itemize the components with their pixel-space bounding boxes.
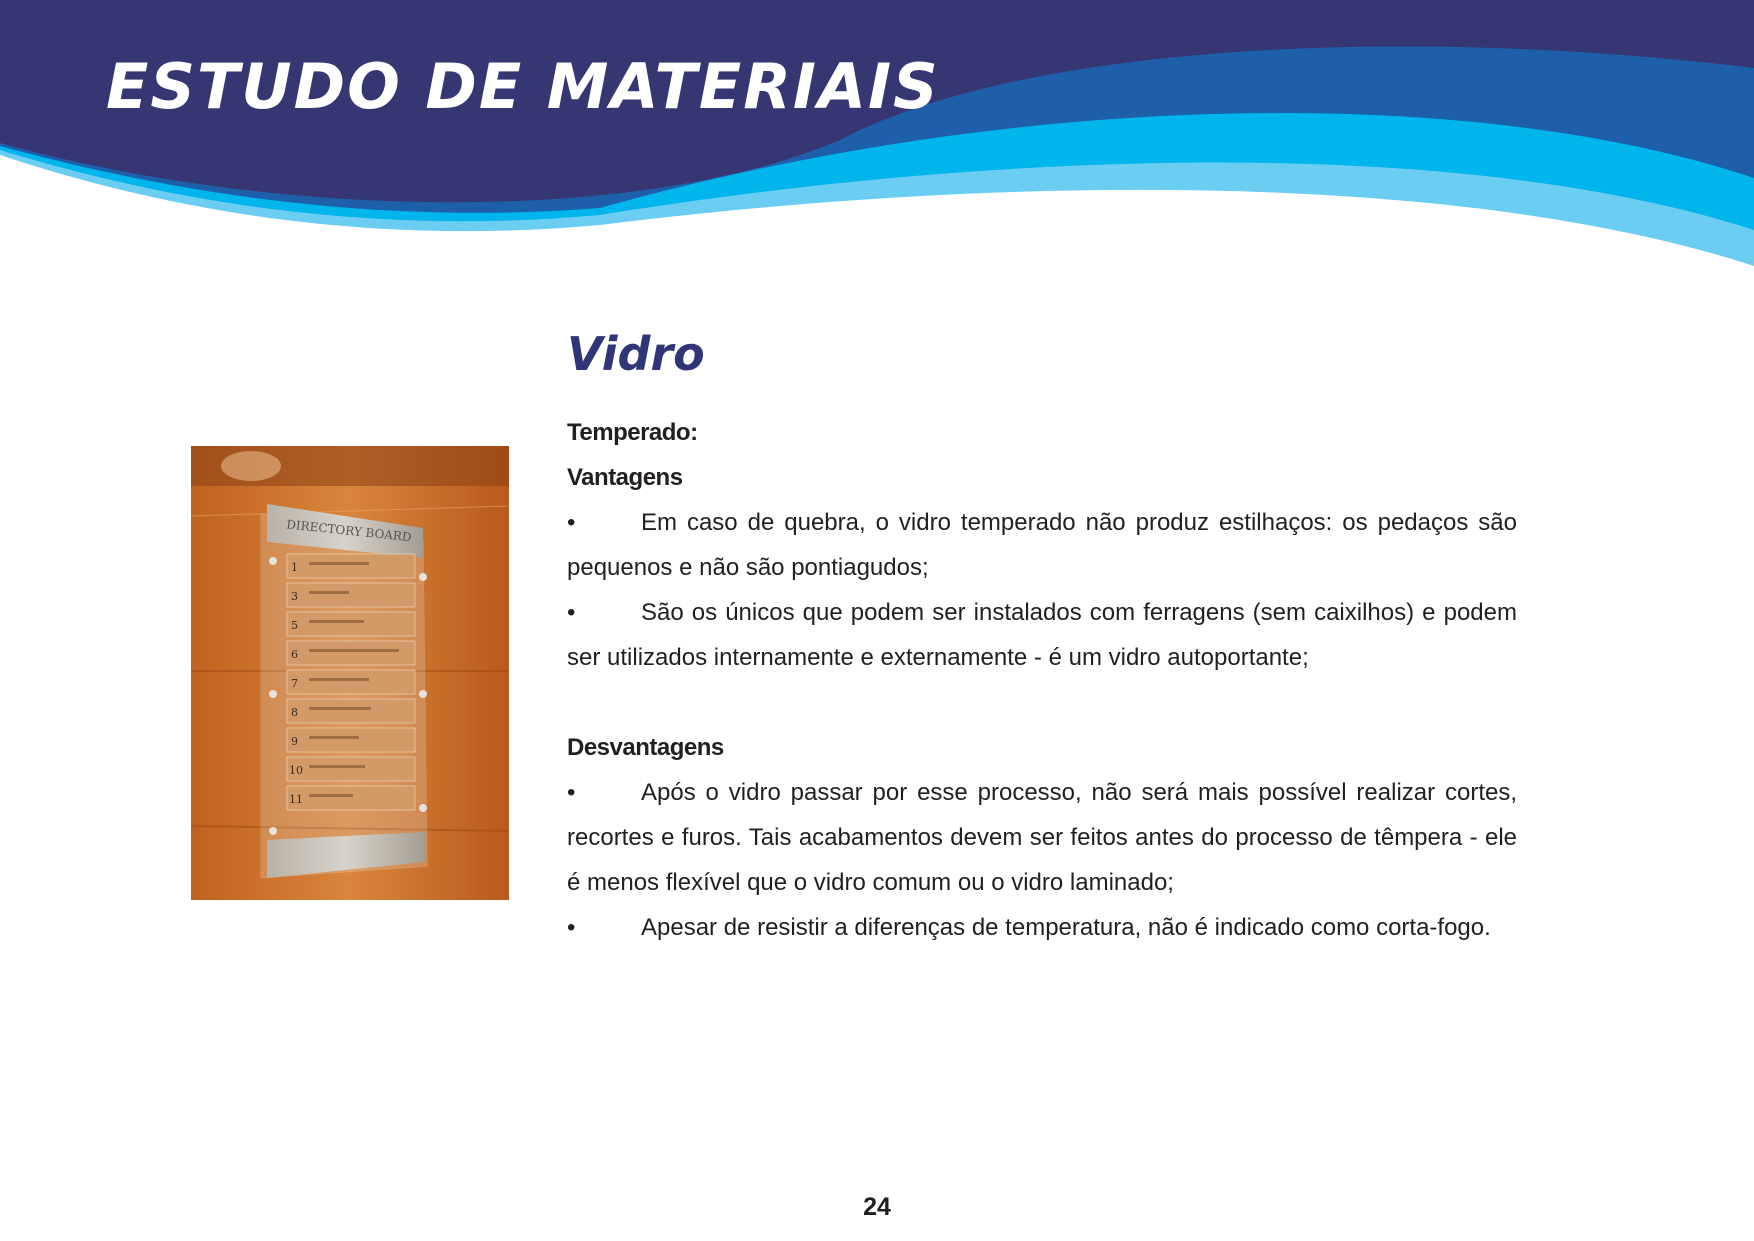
advantage-item xyxy=(567,500,1517,590)
disadvantage-text: Apesar de resistir a diferenças de temperatura, não é indicado como corta-fogo. xyxy=(641,914,1491,941)
advantage-text: Em caso de quebra, o vidro temperado não produz estilhaços: os pedaços são pequenos e não são pontiagudos; xyxy=(567,509,1517,581)
svg-text:10: 10 xyxy=(289,764,303,777)
bullet: • xyxy=(567,779,576,806)
svg-text:1: 1 xyxy=(291,561,298,574)
svg-text:8: 8 xyxy=(291,706,298,719)
svg-text:3: 3 xyxy=(291,590,298,603)
svg-text:11: 11 xyxy=(289,793,303,806)
svg-text:5: 5 xyxy=(291,619,298,632)
svg-text:9: 9 xyxy=(291,735,298,748)
header-wave-banner xyxy=(0,0,1754,270)
spacer xyxy=(567,680,1517,725)
subsection-title: Temperado: xyxy=(567,419,698,446)
section-title: Vidro xyxy=(567,327,705,381)
directory-board-photo xyxy=(191,446,509,900)
section-content xyxy=(567,410,1517,950)
page-number: 24 xyxy=(863,1193,891,1221)
advantage-item xyxy=(567,590,1517,680)
board-rows xyxy=(287,554,415,810)
disadvantages-heading: Desvantagens xyxy=(567,734,724,761)
svg-text:7: 7 xyxy=(291,677,298,690)
advantage-text: São os únicos que podem ser instalados com ferragens (sem caixilhos) e podem ser utilizados internamente e externamente - é um vidro autoportante; xyxy=(567,599,1517,671)
bullet: • xyxy=(567,914,576,941)
disadvantage-text: Após o vidro passar por esse processo, não será mais possível realizar cortes, recortes e furos. Tais acabamentos devem ser feitos antes do processo de têmpera - ele é menos flexível que o vidro comum ou o vidro laminado; xyxy=(567,779,1517,896)
disadvantage-item xyxy=(567,905,1517,950)
bullet: • xyxy=(567,509,576,536)
advantages-heading: Vantagens xyxy=(567,464,683,491)
svg-text:6: 6 xyxy=(291,648,298,661)
bullet: • xyxy=(567,599,576,626)
page-title: ESTUDO DE MATERIAIS xyxy=(106,50,940,123)
disadvantage-item xyxy=(567,770,1517,905)
board-title: DIRECTORY BOARD xyxy=(285,517,413,545)
